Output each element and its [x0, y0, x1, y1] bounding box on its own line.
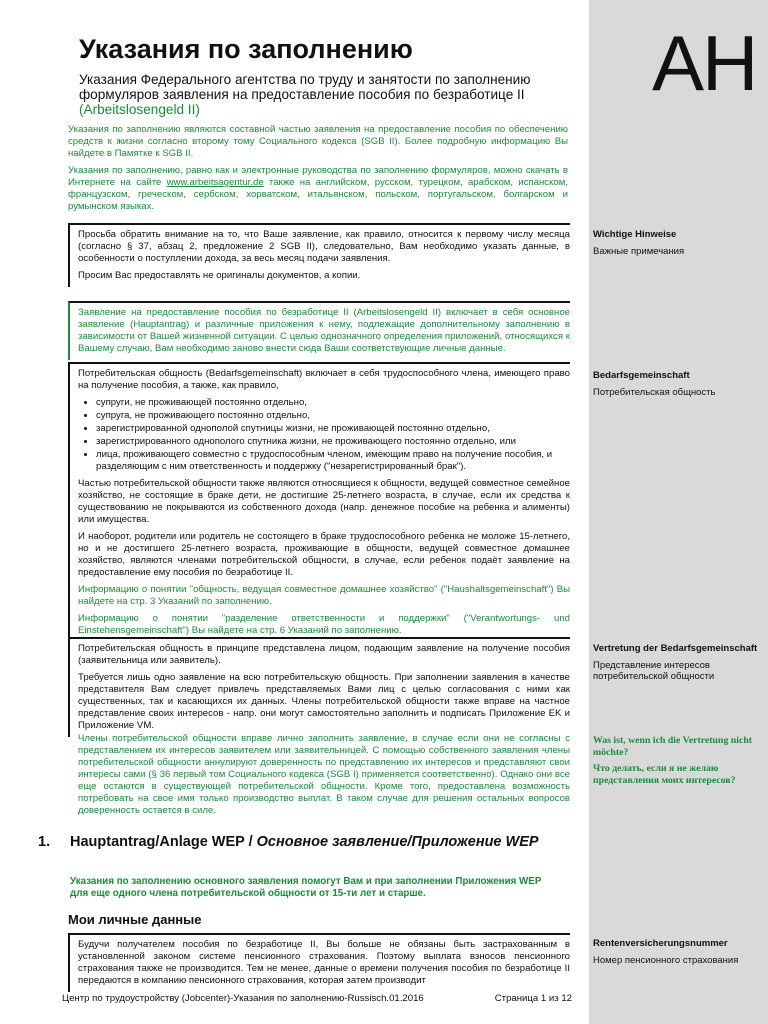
important-paragraph-1: Просьба обратить внимание на то, что Ваше заявление, как правило, относится к первому числу месяца (согласно § 37, абзац 2, предложение 2 SGB II), следовательно, Вам необходимо указать данные, в особенности о поступлении дохода, за весь месяц подачи заявления.	[78, 229, 570, 264]
side-important	[593, 229, 763, 257]
main-application-block	[68, 301, 570, 360]
community-paragraph-1: Потребительская общность (Bedarfsgemeinschaft) включает в себя трудоспособного члена, имеющего право на получение пособия, а также, как правило,	[78, 368, 570, 391]
personal-data-heading: Мои личные данные	[68, 912, 202, 927]
side-community	[593, 370, 763, 398]
section-title-de: Hauptantrag/Anlage WEP /	[70, 834, 253, 850]
page-subtitle	[79, 72, 559, 117]
important-block	[68, 223, 570, 287]
side-pension	[593, 938, 763, 966]
section-1-heading	[38, 834, 558, 851]
section-1-note: Указания по заполнению основного заявления помогут Вам и при заполнении Приложения WEP для еще одного члена потребительской общности от 15-ти лет и старше.	[70, 876, 542, 899]
side-important-heading: Wichtige Hinweise	[593, 229, 677, 240]
section-number: 1.	[38, 834, 51, 850]
pension-block	[68, 933, 570, 992]
list-item: • супруги, не проживающей постоянно отдельно,	[96, 397, 570, 409]
subtitle-text: Указания Федерального агентства по труду и занятости по заполнению формуляров заявления на предоставление пособия по безработице II	[79, 72, 531, 102]
list-item: • лица, проживающего совместно с трудоспособным членом, имеющим право на получение пособия, и разделяющим с ним ответственность и поддержку ("незарегистрированный брак").	[96, 449, 570, 473]
community-paragraph-3: И наоборот, родители или родитель не состоящего в браке трудоспособного ребенка не моложе 15-летнего, но и не достигшего 25-летнего возраста, проживающие в общности, ведущей совместное домашнее хозяйство, являются членами потребительской общности, в случае, если ребенок подаёт заявление на предоставление ему пособия по безработице II.	[78, 531, 570, 578]
pension-paragraph: Будучи получателем пособия по безработице II, Вы больше не обязаны быть застрахованным в установленной законом системе пенсионного страхования. Поэтому выплата взносов пенсионного страхования также не производится. Тем не менее, данные о времени получения пособия по безработице II передаются в компанию пенсионного страхования, которая затем производит	[78, 939, 570, 986]
important-paragraph-2: Просим Вас предоставлять не оригиналы документов, а копии.	[78, 270, 361, 281]
footer-left: Центр по трудоустройству (Jobcenter)-Указания по заполнению-Russisch.01.2016	[62, 993, 424, 1004]
subtitle-green: (Arbeitslosengeld II)	[79, 102, 200, 117]
side-representation-heading: Vertretung der Bedarfsgemeinschaft	[593, 643, 758, 654]
page-footer	[62, 993, 572, 1004]
arbeitsagentur-link[interactable]: www.arbeitsagentur.de	[166, 177, 264, 188]
representation-paragraph-1: Потребительская общность в принципе представлена лицом, подающим заявление на получение пособия (заявительница или заявитель).	[78, 643, 570, 666]
list-item: • зарегистрированной однополой спутницы жизни, не проживающей постоянно отдельно,	[96, 423, 570, 435]
community-block	[68, 362, 570, 642]
side-community-text: Потребительская общность	[593, 386, 716, 398]
intro-paragraph-1: Указания по заполнению являются составной частью заявления на предоставление пособия по обеспечению средств к жизни согласно второму тому Социального кодекса (SGB II). Более подробную информацию Вы найдете в Памятке к SGB II.	[68, 124, 568, 159]
intro-paragraph-2	[68, 165, 568, 213]
right-sidebar	[589, 0, 768, 1024]
intro-block	[68, 124, 568, 218]
main-application-paragraph: Заявление на предоставление пособия по безработице II (Arbeitslosengeld II) включает в себя основное заявление (Hauptantrag) и различные приложения к нему, подлежащие дополнительному заполнению в зависимости от Вашей жизненной ситуации. С целью однозначного определения приложений, относящихся к Вашему случаю, Вам необходимо заново внести сюда Ваши соответствующие личные данные.	[78, 307, 570, 354]
side-representation-green	[593, 735, 763, 786]
intro-p2-after: также на английском, русском, турецком, арабском, испанском, французском, греческом, сербском, хорватском, итальянском, польском, португальском, болгарском и румынском языках.	[68, 177, 568, 212]
side-representation-green-ru: Что делать, если я не желаю представления моих интересов?	[593, 763, 736, 786]
intro-p2-before: Указания по заполнению, равно как и электронные руководства по заполнению формуляров, можно скачать в Интернете на сайте	[68, 165, 568, 188]
community-paragraph-2: Частью потребительской общности также являются относящиеся к общности, ведущей совместное семейное хозяйство, не состоящие в браке дети, не достигшие 25-летнего возраста, в случае, если их средства к существованию не покрываются из собственного дохода (напр. денежное пособие на ребенка и алименты) или имущества.	[78, 478, 570, 525]
form-code: AH	[652, 19, 757, 107]
section-title-ru: Основное заявление/Приложение WEP	[256, 834, 539, 850]
community-green-1: Информацию о понятии "общность, ведущая совместное домашнее хозяйство" ("Haushaltsgemeinschaft") Вы найдете на стр. 3 Указаний по заполнению.	[78, 584, 570, 607]
community-green-2: Информацию о понятии "разделение ответственности и поддержки" ("Verantwortungs- und Einstehensgemeinschaft") Вы найдете на стр. 6 Указаний по заполнению.	[78, 613, 570, 636]
side-pension-heading: Rentenversicherungsnummer	[593, 938, 728, 949]
side-representation	[593, 643, 763, 683]
representation-green-block	[68, 733, 570, 822]
representation-paragraph-2: Требуется лишь одно заявление на всю потребительскую общность. При заполнении заявления в качестве представителя Вам следует привлечь представляемых Вами лиц с целью согласования с ними как существенных, так и касающихся их данных. Члены потребительской общности также вправе на частное представление своих интересов - напр. они могут самостоятельно заполнить и подписать Приложение EK и Приложение VM.	[78, 672, 570, 731]
representation-green-paragraph: Члены потребительской общности вправе лично заполнить заявление, в случае если они не согласны с представлением их интересов заявителем или заявительницей. С помощью собственного заявления члены потребительской общности аннулируют доверенность по представлению их интересов и представляют свои интересы сами (§ 36 первый том Социального кодекса (SGB I) применяется соответственно). Однако они все еще остаются в существующей потребительской общности. Кроме того, предоставлена возможность потребовать на свое имя только производство выплат. В таком случае для решения остальных вопросов доверенность остается в силе.	[78, 733, 570, 816]
page-title: Указания по заполнению	[79, 34, 413, 64]
page-number: Страница 1 из 12	[494, 993, 572, 1004]
side-pension-text: Номер пенсионного страхования	[593, 954, 739, 966]
side-community-heading: Bedarfsgemeinschaft	[593, 370, 690, 381]
side-representation-green-de: Was ist, wenn ich die Vertretung nicht möchte?	[593, 735, 753, 758]
side-important-text: Важные примечания	[593, 245, 685, 257]
list-item: • зарегистрированного однополого спутника жизни, не проживающего постоянно отдельно, или	[96, 436, 570, 448]
side-representation-text: Представление интересов потребительской общности	[593, 659, 715, 682]
list-item: • супруга, не проживающего постоянно отдельно,	[96, 410, 570, 422]
representation-block	[68, 637, 570, 737]
community-list	[78, 397, 570, 473]
